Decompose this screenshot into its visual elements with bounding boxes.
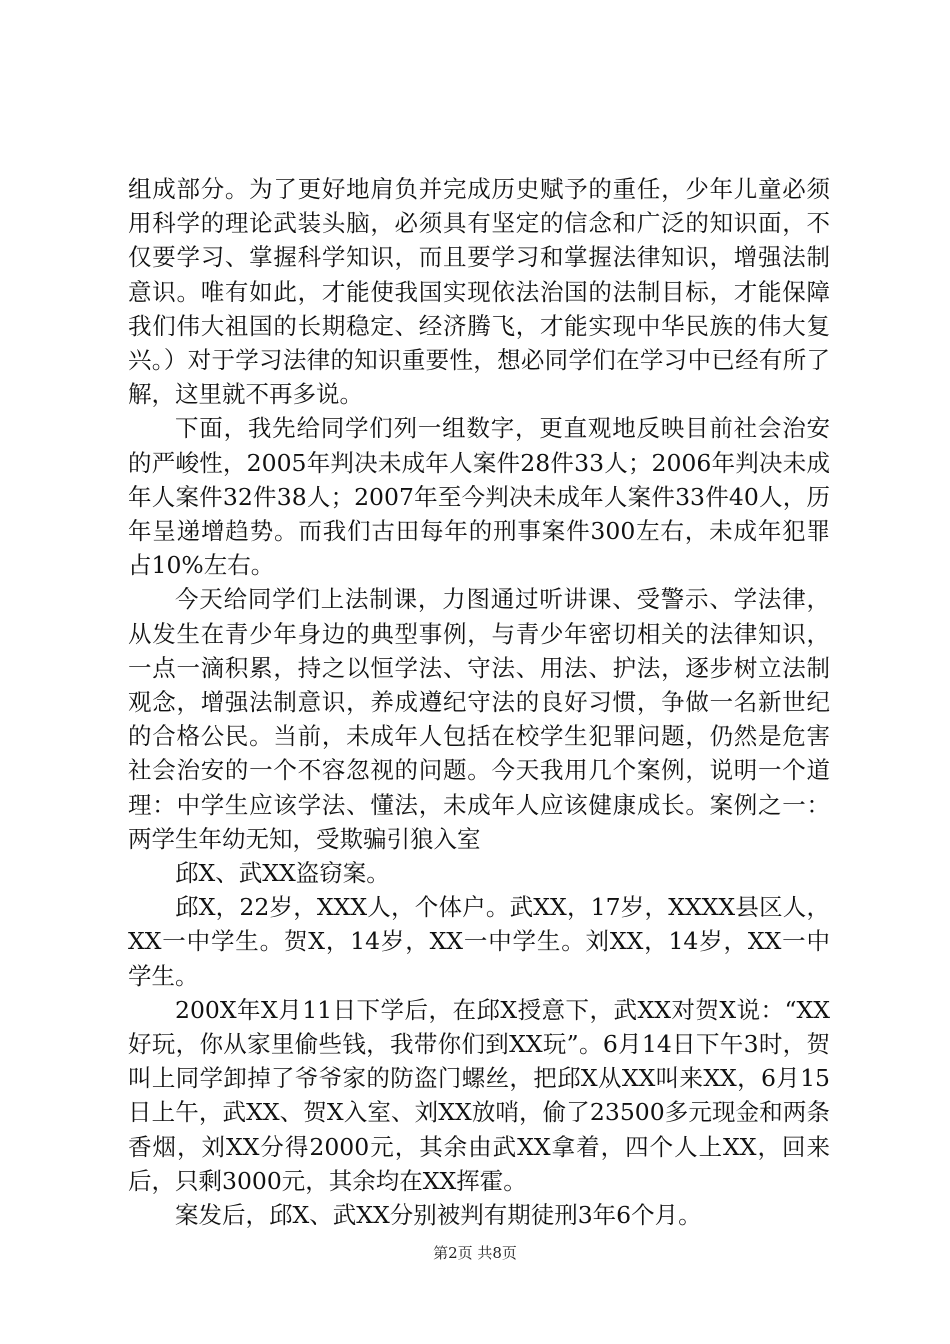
paragraph-1: 组成部分。为了更好地肩负并完成历史赋予的重任，少年儿童必须用科学的理论武装头脑，必须具有坚定的信念和广泛的知识面，不仅要学习、掌握科学知识，而且要学习和掌握法律知识，增强法制意识。唯有如此，才能使我国实现依法治国的法制目标，才能保障我们伟大祖国的长期稳定、经济腾飞，才能实现中华民族的伟大复兴。）对于学习法律的知识重要性，想必同学们在学习中已经有所了解，这里就不再多说。 bbox=[128, 175, 830, 409]
paragraph-7: 案发后，邱X、武XX分别被判有期徒刑3年6个月。 bbox=[175, 1201, 702, 1230]
document-body bbox=[128, 172, 830, 1232]
paragraph-5: 邱X，22岁，XXX人，个体户。武XX，17岁，XXXX县区人，XX一中学生。贺X，14岁，XX一中学生。刘XX，14岁，XX一中学生。 bbox=[128, 893, 830, 990]
paragraph-4: 邱X、武XX盗窃案。 bbox=[175, 859, 390, 888]
paragraph-6: 200X年X月11日下学后，在邱X授意下，武XX对贺X说：“XX好玩，你从家里偷些钱，我带你们到XX玩”。6月14日下午3时，贺叫上同学卸掉了爷爷家的防盗门螺丝，把邱X从XX叫来XX，6月15日上午，武XX、贺X入室、刘XX放哨，偷了23500多元现金和两条香烟，刘XX分得2000元，其余由武XX拿着，四个人上XX，回来后，只剩3000元，其余均在XX挥霍。 bbox=[128, 995, 830, 1195]
paragraph-2: 下面，我先给同学们列一组数字，更直观地反映目前社会治安的严峻性，2005年判决未成年人案件28件33人；2006年判决未成年人案件32件38人；2007年至今判决未成年人案件33件40人，历年呈递增趋势。而我们古田每年的刑事案件300左右，未成年犯罪占10%左右。 bbox=[128, 414, 830, 580]
page-footer: 第2页 共8页 bbox=[433, 1244, 517, 1262]
paragraph-3: 今天给同学们上法制课，力图通过听讲课、受警示、学法律，从发生在青少年身边的典型事例，与青少年密切相关的法律知识，一点一滴积累，持之以恒学法、守法、用法、护法，逐步树立法制观念，增强法制意识，养成遵纪守法的良好习惯，争做一名新世纪的合格公民。当前，未成年人包括在校学生犯罪问题，仍然是危害社会治安的一个不容忽视的问题。今天我用几个案例，说明一个道理：中学生应该学法、懂法，未成年人应该健康成长。案例之一：两学生年幼无知，受欺骗引狼入室 bbox=[128, 585, 830, 853]
